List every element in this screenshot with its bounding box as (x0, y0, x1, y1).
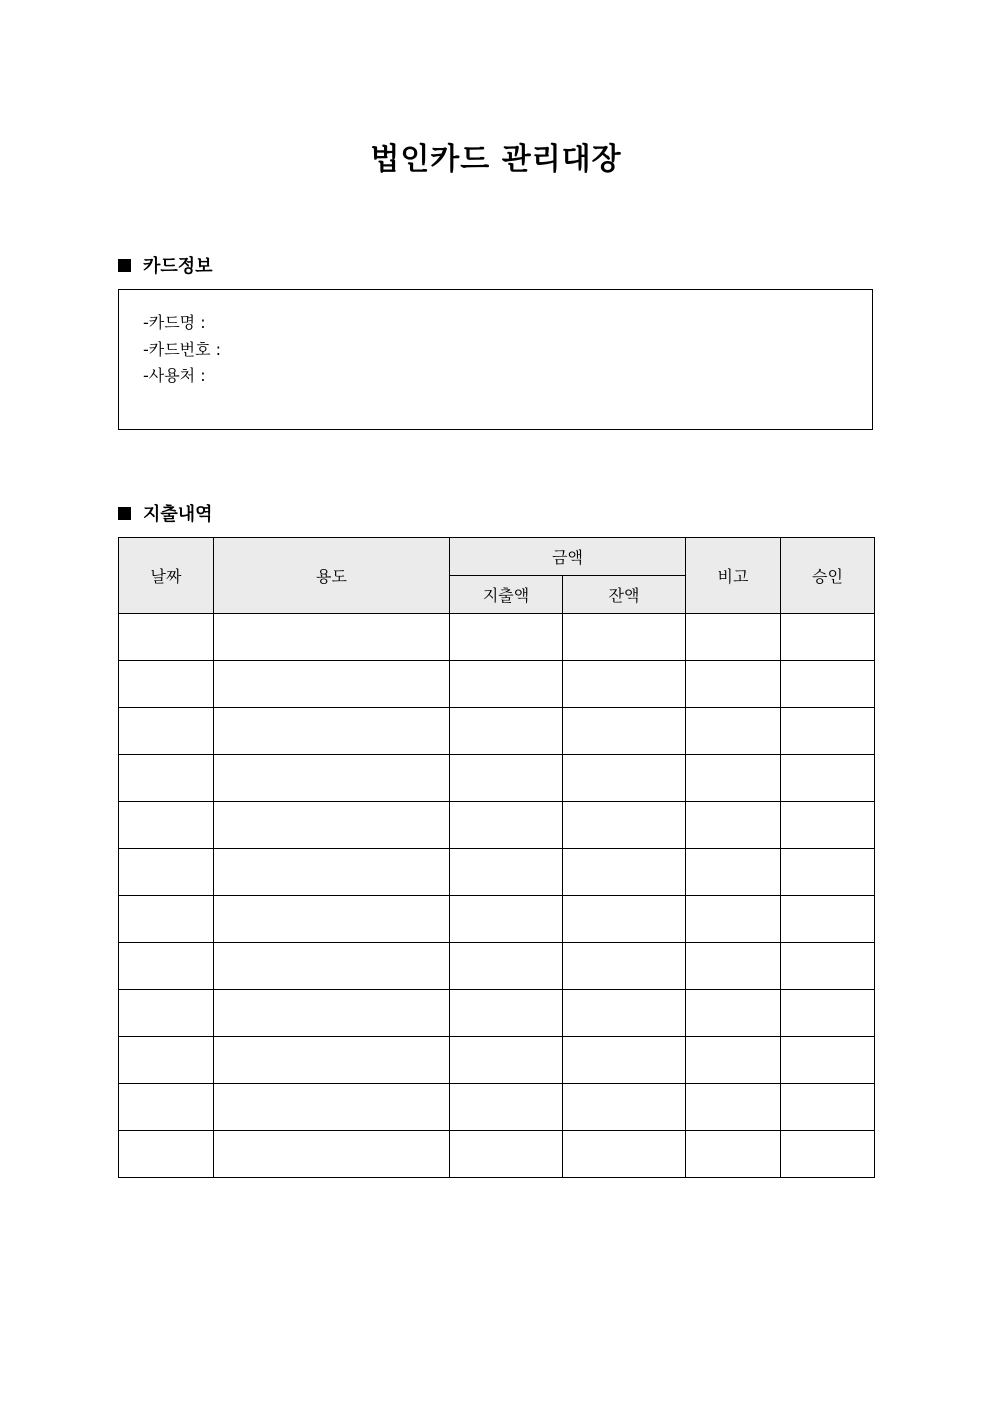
table-row (119, 802, 875, 849)
page-title: 법인카드 관리대장 (370, 142, 622, 177)
spent-cell[interactable] (450, 802, 563, 849)
balance-cell[interactable] (563, 943, 686, 990)
spent-cell[interactable] (450, 849, 563, 896)
balance-cell[interactable] (563, 1084, 686, 1131)
purpose-cell[interactable] (214, 802, 450, 849)
purpose-cell[interactable] (214, 1084, 450, 1131)
note-cell[interactable] (686, 802, 781, 849)
date-cell[interactable] (119, 849, 214, 896)
approval-cell[interactable] (781, 943, 875, 990)
section-heading-card-info (118, 252, 213, 278)
purpose-cell[interactable] (214, 708, 450, 755)
column-header-spent: 지출액 (450, 576, 563, 614)
note-cell[interactable] (686, 1131, 781, 1178)
purpose-cell[interactable] (214, 1037, 450, 1084)
spent-cell[interactable] (450, 943, 563, 990)
section-heading-label: 카드정보 (143, 256, 213, 277)
spent-cell[interactable] (450, 661, 563, 708)
purpose-cell[interactable] (214, 1131, 450, 1178)
expense-table-body (119, 614, 875, 1178)
card-usage-field[interactable]: -사용처 : (143, 366, 206, 385)
date-cell[interactable] (119, 1037, 214, 1084)
expense-table (118, 537, 875, 1178)
balance-cell[interactable] (563, 990, 686, 1037)
column-header-amount: 금액 (450, 538, 686, 576)
approval-cell[interactable] (781, 896, 875, 943)
balance-cell[interactable] (563, 896, 686, 943)
approval-cell[interactable] (781, 990, 875, 1037)
approval-cell[interactable] (781, 1084, 875, 1131)
approval-cell[interactable] (781, 849, 875, 896)
spent-cell[interactable] (450, 896, 563, 943)
spent-cell[interactable] (450, 614, 563, 661)
note-cell[interactable] (686, 708, 781, 755)
date-cell[interactable] (119, 755, 214, 802)
card-number-field[interactable]: -카드번호 : (143, 339, 222, 359)
note-cell[interactable] (686, 896, 781, 943)
balance-cell[interactable] (563, 849, 686, 896)
spent-cell[interactable] (450, 755, 563, 802)
date-cell[interactable] (119, 896, 214, 943)
card-name-field[interactable]: -카드명 : (143, 313, 206, 332)
note-cell[interactable] (686, 661, 781, 708)
section-heading-label: 지출내역 (143, 504, 213, 525)
table-row (119, 614, 875, 661)
spent-cell[interactable] (450, 1084, 563, 1131)
date-cell[interactable] (119, 614, 214, 661)
approval-cell[interactable] (781, 1131, 875, 1178)
balance-cell[interactable] (563, 1037, 686, 1084)
purpose-cell[interactable] (214, 755, 450, 802)
note-cell[interactable] (686, 1084, 781, 1131)
date-cell[interactable] (119, 802, 214, 849)
section-heading-expenses (118, 500, 213, 526)
approval-cell[interactable] (781, 755, 875, 802)
date-cell[interactable] (119, 1084, 214, 1131)
column-header-note: 비고 (686, 538, 781, 614)
table-row (119, 1084, 875, 1131)
table-row (119, 1131, 875, 1178)
spent-cell[interactable] (450, 1037, 563, 1084)
column-header-balance: 잔액 (563, 576, 686, 614)
spent-cell[interactable] (450, 990, 563, 1037)
spent-cell[interactable] (450, 1131, 563, 1178)
approval-cell[interactable] (781, 1037, 875, 1084)
note-cell[interactable] (686, 755, 781, 802)
note-cell[interactable] (686, 1037, 781, 1084)
column-header-date: 날짜 (119, 538, 214, 614)
table-row (119, 990, 875, 1037)
date-cell[interactable] (119, 661, 214, 708)
approval-cell[interactable] (781, 708, 875, 755)
approval-cell[interactable] (781, 802, 875, 849)
square-bullet-icon (118, 259, 131, 272)
table-row (119, 755, 875, 802)
purpose-cell[interactable] (214, 943, 450, 990)
balance-cell[interactable] (563, 1131, 686, 1178)
balance-cell[interactable] (563, 708, 686, 755)
purpose-cell[interactable] (214, 990, 450, 1037)
date-cell[interactable] (119, 943, 214, 990)
approval-cell[interactable] (781, 614, 875, 661)
note-cell[interactable] (686, 943, 781, 990)
date-cell[interactable] (119, 1131, 214, 1178)
column-header-approval: 승인 (781, 538, 875, 614)
note-cell[interactable] (686, 614, 781, 661)
note-cell[interactable] (686, 849, 781, 896)
note-cell[interactable] (686, 990, 781, 1037)
date-cell[interactable] (119, 708, 214, 755)
purpose-cell[interactable] (214, 614, 450, 661)
table-row (119, 896, 875, 943)
balance-cell[interactable] (563, 802, 686, 849)
card-info-box (118, 289, 873, 430)
balance-cell[interactable] (563, 755, 686, 802)
table-row (119, 849, 875, 896)
date-cell[interactable] (119, 990, 214, 1037)
spent-cell[interactable] (450, 708, 563, 755)
purpose-cell[interactable] (214, 849, 450, 896)
purpose-cell[interactable] (214, 896, 450, 943)
column-header-purpose: 용도 (214, 538, 450, 614)
table-row (119, 1037, 875, 1084)
table-row (119, 708, 875, 755)
approval-cell[interactable] (781, 661, 875, 708)
table-row (119, 661, 875, 708)
purpose-cell[interactable] (214, 661, 450, 708)
square-bullet-icon (118, 507, 131, 520)
balance-cell[interactable] (563, 614, 686, 661)
table-row (119, 943, 875, 990)
balance-cell[interactable] (563, 661, 686, 708)
